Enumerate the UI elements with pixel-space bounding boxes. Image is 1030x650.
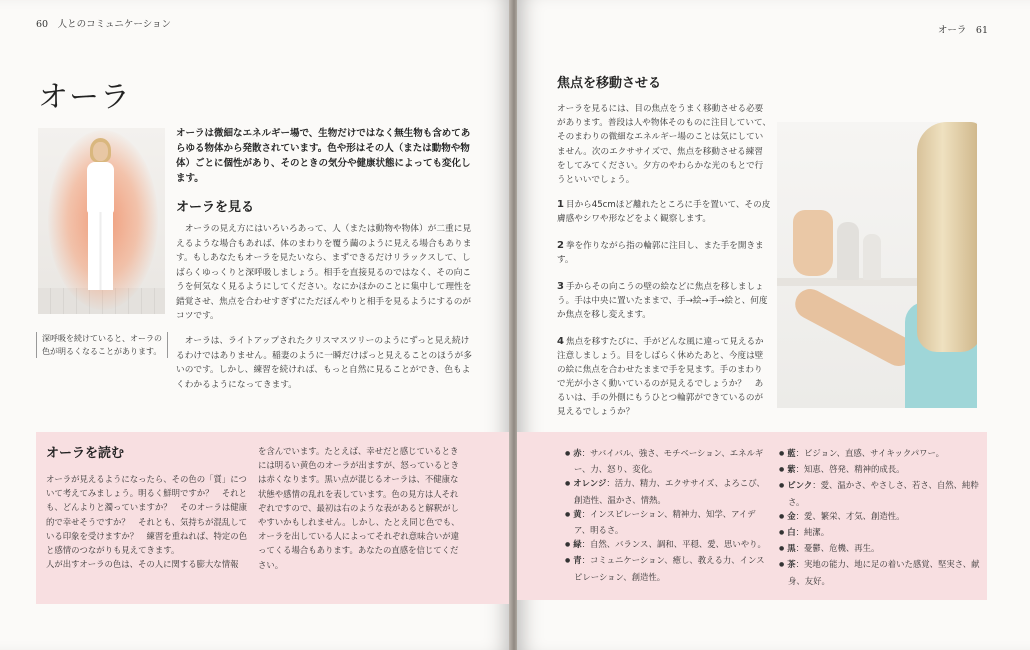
list-item: ● オレンジ：活力、精力、エクササイズ、よろこび、創造性、温かさ、情熱。: [565, 476, 770, 506]
move-focus-intro: オーラを見るには、目の焦点をうまく移動させる必要があります。普段は人や物体そのものに注目していて、そのまわりの微細なエネルギー場のことは気にしていません。次のエクササイズで、焦点を移動させる練習をしてみてください。夕方のやわらかな光のもとで行うといいでしょう。: [557, 104, 771, 186]
lead-paragraph: オーラは微細なエネルギー場で、生物だけではなく無生物も含めてあらゆる物体から発散されています。色や形はその人（または動物や物体）ごとに個性があり、そのときの気分や健康状態によっても変化します。: [176, 128, 471, 184]
aura-color-list-1: [565, 446, 770, 584]
step-item: 4 焦点を移すたびに、手がどんな風に違って見えるか注意しましょう。目をしばらく休めたあと、今度は壁の絵に焦点を合わせたままで手を見ます。手のまわりで光が小さく動いているのが見えるでしょうか？ あるいは、手の外側にもうひとつ輪郭ができているのが見えるでしょうか？: [557, 336, 764, 417]
section-heading-move-focus: 焦点を移動させる: [557, 76, 662, 91]
see-aura-paragraph-1: オーラの見え方にはいろいろあって、人（または動物や物体）が二重に見えるような場合もあれば、体のまわりを覆う繭のように見える場合もあります。もしあなたもオーラを見たいなら、まずできるだけリラックスして、しばらくゆっくりと深呼吸しましょう。相手を直接見るのではなく、その向こうを何気なく見るようにしてください。なにかほかのことに集中して理性を錯覚させ、焦点を合わせすぎずにただぼんやりと相手を見るようにするのがコツです。: [176, 224, 472, 321]
step-item: 1 目から45cmほど離れたところに手を置いて、その皮膚感やシワや形などをよく観察します。: [557, 199, 771, 224]
read-aura-column-1: オーラが見えるようになったら、その色の「質」について考えてみましょう。明るく鮮明ですか？ それとも、どんよりと濁っていますか？ そのオーラは健康的で幸せそうですか？ それとも、気持ちが混乱している印象を受けますか？ 練習を重ねれば、特定の色と感情のつながりも見えてきます。 人が出すオーラの色は、その人に関する膨大な情報: [46, 474, 247, 570]
list-item: ● 茶：実地の能力、地に足の着いた感覚、堅実さ、献身、友好。: [779, 557, 981, 587]
left-running-header: 60 人とのコミュニケーション: [36, 19, 172, 30]
list-item: ● 赤：サバイバル、強さ、モチベーション、エネルギー、力、怒り、変化。: [565, 446, 770, 476]
aura-woman-photo: [38, 128, 165, 314]
list-item: ● 緑：自然、バランス、調和、平穏、愛、思いやり。: [565, 537, 770, 553]
list-item: ● 藍：ビジョン、直感、サイキックパワー。: [779, 446, 981, 462]
exercise-steps: [557, 198, 771, 432]
list-item: ● 青：コミュニケーション、癒し、教える力、インスピレーション、創造性。: [565, 553, 770, 583]
section-heading-read-aura: オーラを読む: [46, 446, 125, 461]
read-aura-column-2: を含んでいます。たとえば、幸せだと感じているときには明るい黄色のオーラが出ますが、怒っているときは赤くなります。黒い点が混じるオーラは、不健康な状態や感情の乱れを表しています。色の見方は人それぞれですので、最初は右のような表があると解釈がしやすいかもしれません。しかし、たとえ同じ色でも、オーラを出している人によってそれぞれ意味合いが違ってくる場合もあります。あなたの直感を信じてください。: [258, 446, 460, 570]
list-item: ● 紫：知恵、啓発、精神的成長。: [779, 462, 981, 478]
list-item: ● 金：愛、繁栄、才気、創造性。: [779, 509, 981, 525]
right-page: [517, 0, 1030, 650]
section-heading-see-aura: オーラを見る: [176, 200, 255, 215]
step-item: 2 拳を作りながら指の輪郭に注目し、また手を開きます。: [557, 240, 764, 265]
page-title: オーラ: [38, 80, 131, 115]
read-aura-panel: [36, 432, 511, 604]
right-running-header: オーラ 61: [937, 25, 988, 36]
step-item: 3 手からその向こうの壁の絵などに焦点を移しましょう。手は中央に置いたままで、手→絵→手→絵と、何度か焦点を移し変えます。: [557, 281, 768, 320]
aura-colors-panel: [517, 432, 987, 600]
photo-caption: 深呼吸を続けていると、オーラの色が明るくなることがあります。: [36, 332, 168, 358]
hand-exercise-photo: [777, 122, 977, 408]
list-item: ● 黄：インスピレーション、精神力、知学、アイデア、明るさ。: [565, 507, 770, 537]
list-item: ● 黒：憂鬱、危機、再生。: [779, 541, 981, 557]
left-page: [0, 0, 511, 650]
see-aura-paragraph-2: オーラは、ライトアップされたクリスマスツリーのようにずっと見え続けるわけではありません。稲妻のように一瞬だけぱっと見えることのほうが多いのです。しかし、練習を続ければ、もっと自然に見ることができ、色もよくわかるようになってきます。: [176, 336, 472, 390]
aura-color-list-2: [779, 446, 981, 588]
list-item: ● 白：純潔。: [779, 525, 981, 541]
list-item: ● ピンク：愛、温かさ、やさしさ、若さ、自然、純粋さ。: [779, 478, 981, 508]
